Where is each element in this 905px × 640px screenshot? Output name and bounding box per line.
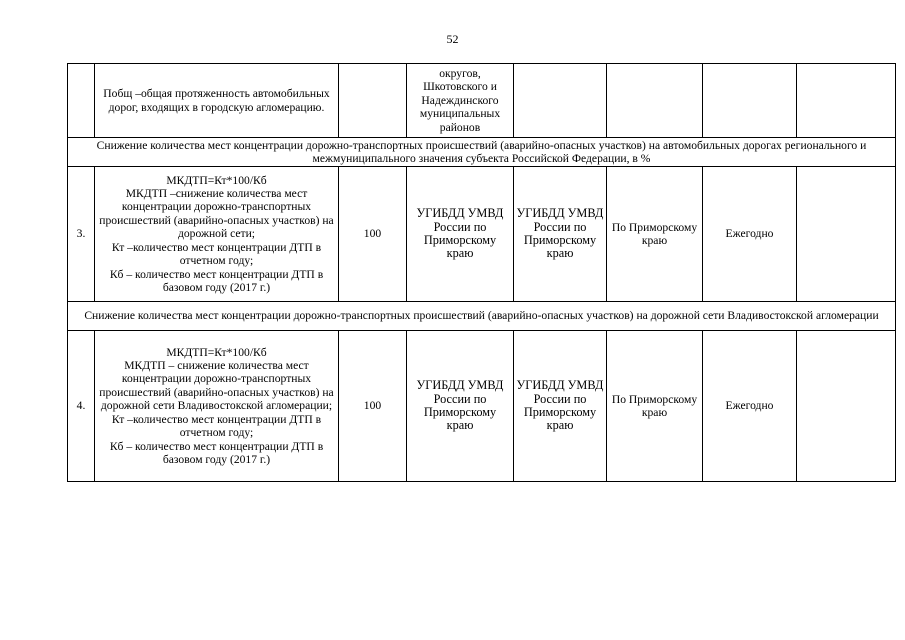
frequency-cell: Ежегодно: [703, 331, 797, 482]
base-value-cell: [339, 64, 407, 138]
page-number: 52: [446, 32, 459, 46]
extra-cell: [797, 167, 896, 302]
formula-line: МКДТП=Кт*100/Кб: [166, 173, 267, 187]
formula-cell: [95, 167, 339, 302]
source-cell: УГИБДД УМВД России по Приморскому краю: [407, 331, 514, 482]
responsible-cell: [514, 64, 607, 138]
table-row-3: [68, 167, 896, 302]
formula-line: МКДТП=Кт*100/Кб: [166, 345, 267, 359]
territory-cell: [607, 64, 703, 138]
geography-cell: округов, Шкотовского и Надеждинского муниципальных районов: [407, 64, 514, 138]
base-value-cell: 100: [339, 167, 407, 302]
formula-cell: Побщ –общая протяженность автомобильных дорог, входящих в городскую агломерацию.: [95, 64, 339, 138]
table-row-continuation: [68, 64, 896, 138]
section-heading-row-4: [68, 302, 896, 331]
formula-line: Кт –количество мест концентрации ДТП в отчетном году;: [111, 240, 322, 268]
territory-cell: По Приморскому краю: [607, 167, 703, 302]
section-heading-3: Снижение количества мест концентрации дорожно-транспортных происшествий (аварийно-опасных участков) на автомобильных дорогах регионального и межмуниципального значения субъекта Российской Федерации, в %: [68, 138, 896, 167]
extra-cell: [797, 331, 896, 482]
territory-cell: По Приморскому краю: [607, 331, 703, 482]
responsible-cell: УГИБДД УМВД России по Приморскому краю: [514, 331, 607, 482]
frequency-cell: [703, 64, 797, 138]
table-row-4: [68, 331, 896, 482]
extra-cell: [797, 64, 896, 138]
base-value-cell: 100: [339, 331, 407, 482]
row-number: 4.: [68, 331, 95, 482]
row-number: 3.: [68, 167, 95, 302]
number-cell: [68, 64, 95, 138]
formula-line: Кт –количество мест концентрации ДТП в отчетном году;: [111, 412, 322, 440]
formula-line: МКДТП – снижение количества мест концентрации дорожно-транспортных происшествий (аварийно-опасных участков) на дорожной сети Владивостокской агломерации;: [99, 359, 334, 413]
frequency-cell: Ежегодно: [703, 167, 797, 302]
formula-line: Кб – количество мест концентрации ДТП в базовом году (2017 г.): [109, 439, 324, 466]
section-heading-row-3: [68, 138, 896, 167]
section-heading-4: Снижение количества мест концентрации дорожно-транспортных происшествий (аварийно-опасных участков) на дорожной сети Владивостокской агломерации: [68, 302, 896, 331]
indicator-table: [67, 63, 896, 482]
formula-line: Кб – количество мест концентрации ДТП в базовом году (2017 г.): [109, 267, 324, 294]
responsible-cell: УГИБДД УМВД России по Приморскому краю: [514, 167, 607, 302]
formula-cell: [95, 331, 339, 482]
source-cell: УГИБДД УМВД России по Приморскому краю: [407, 167, 514, 302]
formula-line: МКДТП –снижение количества мест концентрации дорожно-транспортных происшествий (аварийно-опасных участков) на дорожной сети;: [99, 187, 334, 241]
